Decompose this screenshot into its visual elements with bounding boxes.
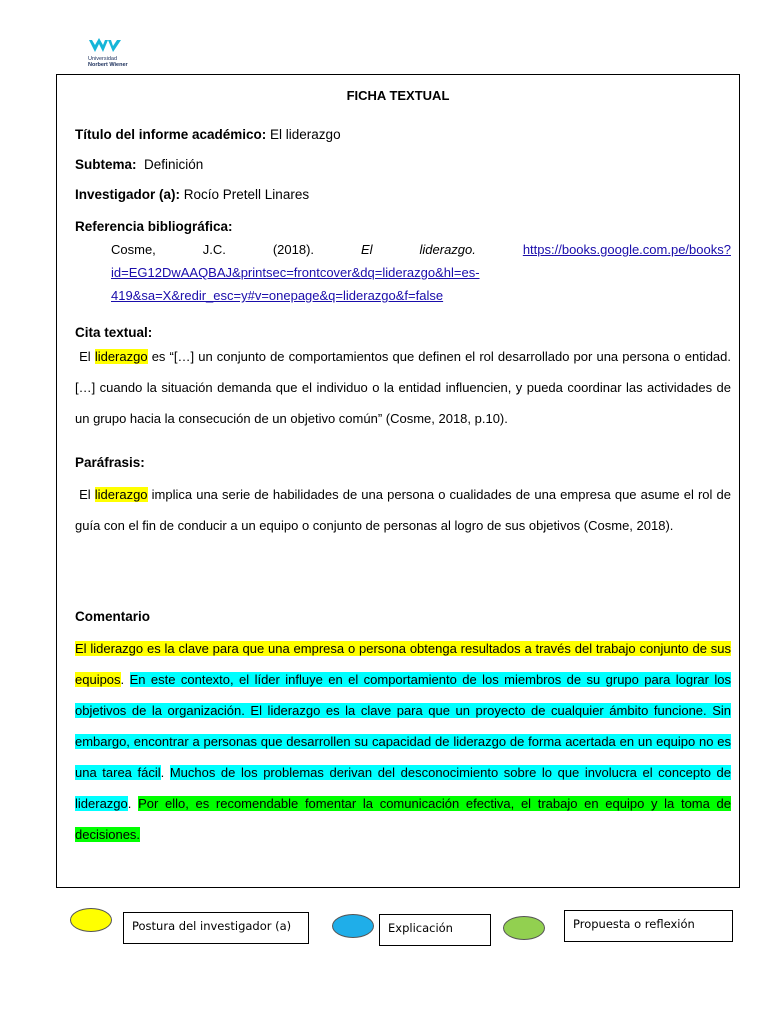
ref-url-part1[interactable]: https://books.google.com.pe/books? (522, 242, 731, 257)
field-investigador (75, 187, 309, 202)
comentario-explicacion: En este contexto, el líder influye en el comportamiento de los miembros de su grupo para lograr los objetivos de la organización. El liderazgo es la clave para que un proyecto de cualquier ámbito funcione. Sin embargo, encontrar a personas que desarrollen su capacidad de liderazgo de forma acertada en un equipo no es una tarea fácil (75, 672, 731, 780)
legend-postura: Postura del investigador (a) (123, 912, 309, 944)
legend-propuesta: Propuesta o reflexión (564, 910, 733, 942)
cita-label: Cita textual: (75, 325, 153, 340)
legend-green-swatch (503, 916, 545, 940)
cita-pre: El (75, 349, 95, 364)
ref-url-part2[interactable]: id=EG12DwAAQBAJ&printsec=frontcover&dq=liderazgo&hl=es- (111, 265, 480, 280)
comentario-sep2: . (160, 765, 170, 780)
page-title: FICHA TEXTUAL (346, 88, 450, 103)
ref-author: Cosme, (111, 242, 156, 257)
investigador-value: Rocío Pretell Linares (180, 187, 310, 202)
ref-year: (2018). (272, 242, 315, 257)
university-logo (84, 38, 144, 72)
comentario-label: Comentario (75, 609, 151, 624)
ref-initials: J.C. (202, 242, 226, 257)
legend-blue-swatch (332, 914, 374, 938)
subtema-label: Subtema: (75, 157, 137, 172)
field-referencia (75, 219, 233, 234)
comentario-text (75, 633, 731, 850)
comentario-sep3: . (127, 796, 139, 811)
logo-line2: Norbert Wiener (88, 62, 128, 68)
cita-text (75, 341, 731, 434)
parafrasis-pre: El (75, 487, 95, 502)
cita-label-row (75, 325, 152, 340)
legend-yellow-swatch (70, 908, 112, 932)
logo-line1: Universidad (88, 56, 118, 62)
titulo-label: Título del informe académico: (75, 127, 267, 142)
comentario-label-row (75, 609, 150, 624)
reference-line2 (111, 261, 731, 284)
logo-text (88, 56, 128, 68)
parafrasis-label-row (75, 455, 145, 470)
subtema-value: Definición (136, 157, 204, 172)
cita-body: es “[…] un conjunto de comportamientos que definen el rol desarrollado por una persona o entidad. […] cuando la situación demanda que el individuo o la entidad influencien, y pueda coordinar las actividades de un grupo hacia la consecución de un objetivo común” (Cosme, 2018, p.10). (75, 349, 731, 426)
reference-line3 (111, 284, 731, 307)
ficha-frame (56, 74, 740, 888)
referencia-label: Referencia bibliográfica: (75, 219, 233, 234)
legend-explicacion: Explicación (379, 914, 491, 946)
ref-url-part3[interactable]: 419&sa=X&redir_esc=y#v=onepage&q=liderazgo&f=false (111, 288, 444, 303)
parafrasis-text (75, 479, 731, 541)
parafrasis-label: Paráfrasis: (75, 455, 145, 470)
field-subtema (75, 157, 203, 172)
cita-keyword: liderazgo (94, 349, 148, 364)
parafrasis-body: implica una serie de habilidades de una persona o cualidades de una empresa que asume el rol de guía con el fin de conducir a un equipo o conjunto de personas al logro de sus objetivos (Cosme, 2018). (75, 487, 731, 533)
ref-title-2: liderazgo. (419, 242, 476, 257)
titulo-value: El liderazgo (266, 127, 341, 142)
investigador-label: Investigador (a): (75, 187, 181, 202)
comentario-explicacion-2: Muchos de los problemas derivan del desconocimiento sobre lo que involucra el concepto de liderazgo (75, 765, 731, 811)
reference-block (111, 238, 731, 307)
ref-title-1: El (360, 242, 373, 257)
comentario-sep1: . (120, 672, 130, 687)
comentario-propuesta: Por ello, es recomendable fomentar la comunicación efectiva, el trabajo en equipo y la toma de decisiones. (75, 796, 731, 842)
comentario-postura: El liderazgo es la clave para que una empresa o persona obtenga resultados a través del trabajo conjunto de sus equipos (75, 641, 731, 687)
field-titulo (75, 127, 341, 142)
reference-line1 (111, 238, 731, 261)
logo-mark-icon (88, 38, 122, 54)
parafrasis-keyword: liderazgo (94, 487, 148, 502)
